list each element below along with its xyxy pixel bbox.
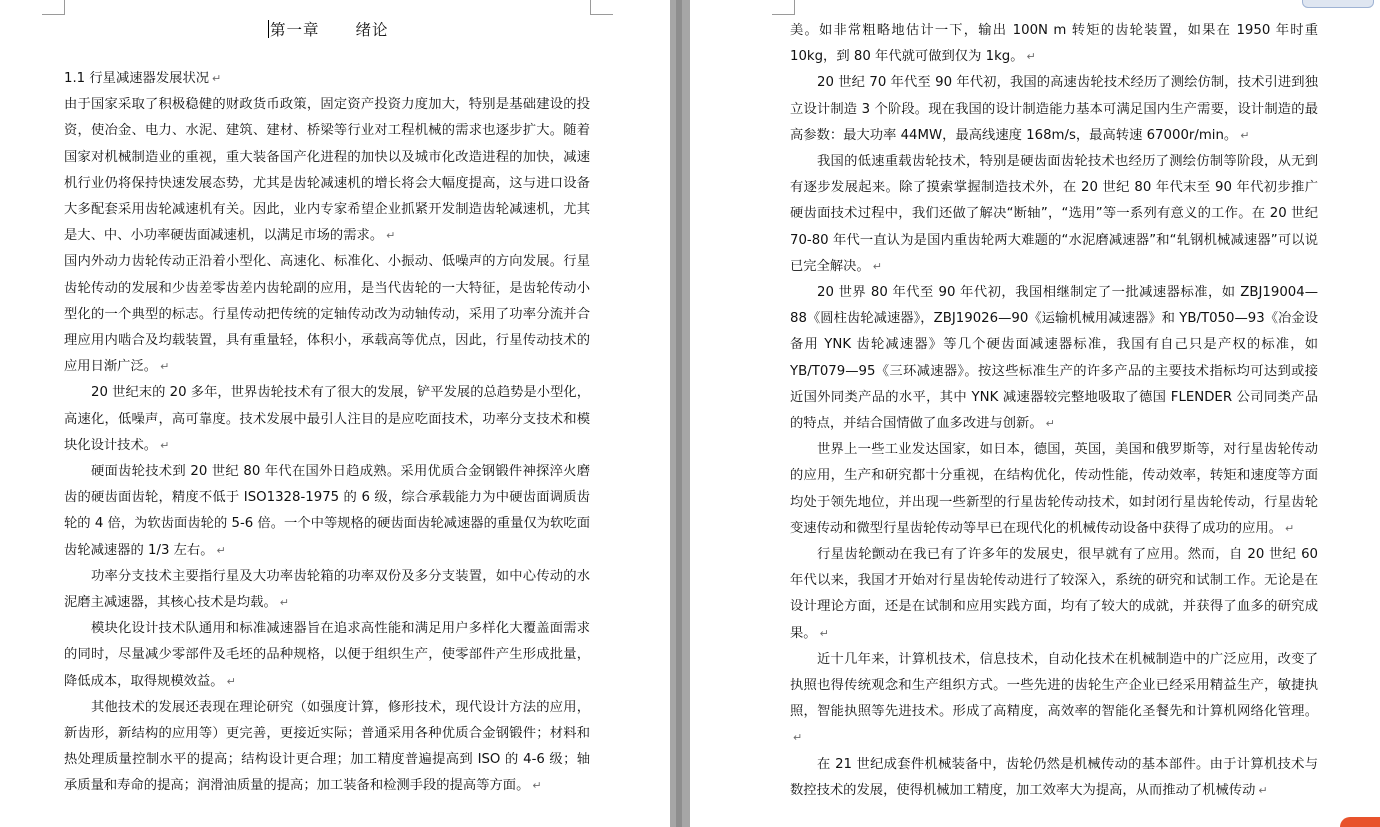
- chapter-number: 第一章: [270, 21, 320, 39]
- paragraph-text: 国内外动力齿轮传动正沿着小型化、高速化、标准化、小振动、低噪声的方向发展。行星齿轮传动的发展和少齿差零齿差内齿轮副的应用，是当代齿轮的一大特征，是齿轮传动小型化的一个典型的标志。行星传动把传统的定轴传动改为动轴传动，采用了功率分流并合理应用内啮合及均载装置，具有重量轻，体积小，承载高等优点，因此，行星传动技术的应用日渐广泛。: [64, 254, 590, 375]
- paragraph-mark-icon: ↵: [1258, 783, 1268, 797]
- paragraph-text: 模块化设计技术队通用和标准减速器旨在追求高性能和满足用户多样化大覆盖面需求的同时，尽量减少零部件及毛坯的品种规格，以便于组织生产，使零部件产生形成批量，降低成本，取得规模效益。: [64, 621, 590, 689]
- paragraph-mark-icon: ↵: [1240, 128, 1250, 142]
- paragraph[interactable]: [64, 249, 590, 380]
- paragraph-mark-icon: ↵: [160, 360, 170, 374]
- paragraph[interactable]: [64, 695, 590, 800]
- paragraph[interactable]: [64, 564, 590, 616]
- paragraph-text: 美。如非常粗略地估计一下，输出 100N m 转矩的齿轮装置，如果在 1950 年时重 10kg，到 80 年代就可做到仅为 1kg。: [790, 23, 1318, 65]
- paragraph[interactable]: [790, 437, 1318, 542]
- paragraph[interactable]: [790, 280, 1318, 437]
- document-page-left[interactable]: [0, 0, 670, 827]
- paragraph[interactable]: [64, 92, 590, 249]
- paragraph[interactable]: [790, 70, 1318, 149]
- paragraph-text: 近十几年来，计算机技术，信息技术，自动化技术在机械制造中的广泛应用，改变了执照也得传统观念和生产组织方式。一些先进的齿轮生产企业已经采用精益生产，敏捷执照，智能执照等先进技术。形成了高精度，高效率的智能化圣餐先和计算机网络化管理。: [790, 651, 1318, 720]
- paragraph-mark-icon: ↵: [386, 229, 396, 243]
- paragraph-mark-icon: ↵: [160, 438, 170, 452]
- paragraph-text: 我国的低速重载齿轮技术，特别是硬齿面齿轮技术也经历了测绘仿制等阶段，从无到有逐步发展起来。除了摸索掌握制造技术外，在 20 世纪 80 年代末至 90 年代初步推广硬齿面技术过程中，我们还做了解决“断轴”，“选用”等一系列有意义的工作。在 20 世纪 70-80 年代一直认为是国内重齿轮两大难题的“水泥磨减速器”和“轧钢机械减速器”可以说已完全解决。: [790, 154, 1318, 274]
- crop-mark-top-left: [42, 0, 65, 15]
- paragraph-text: 20 世纪 70 年代至 90 年代初，我国的高速齿轮技术经历了测绘仿制，技术引进到独立设计制造 3 个阶段。现在我国的设计制造能力基本可满足国内生产需要，设计制造的最高参数：最大功率 44MW，最高线速度 168m/s，最高转速 67000r/min。: [790, 75, 1318, 143]
- paragraph-text: 硬面齿轮技术到 20 世纪 80 年代在国外日趋成熟。采用优质合金钢锻件神探淬火磨齿的硬齿面齿轮，精度不低于 ISO1328-1975 的 6 级，综合承载能力为中硬齿面调质齿轮的 4 倍，为软齿面齿轮的 5-6 倍。一个中等规格的硬齿面齿轮减速器的重量仅为软吃面齿轮减速器的 1/3 左右。: [64, 464, 590, 558]
- left-paragraphs: [64, 92, 590, 799]
- chapter-heading[interactable]: [268, 18, 389, 40]
- right-page-body[interactable]: [790, 18, 1318, 804]
- paragraph-mark-icon: ↵: [532, 779, 542, 793]
- section-title[interactable]: 1.1 行星减速器发展状况 ↵: [64, 71, 222, 86]
- paragraph-mark-icon: ↵: [226, 674, 236, 688]
- paragraph[interactable]: [64, 459, 590, 564]
- paragraph-text: 世界上一些工业发达国家，如日本，德国，英国，美国和俄罗斯等，对行星齿轮传动的应用，生产和研究都十分重视，在结构优化，传动性能，传动效率，转矩和速度等方面均处于领先地位，并出现一些新型的行星齿轮传动技术，如封闭行星齿轮传动，行星齿轮变速传动和微型行星齿轮传动等早已在现代化的机械传动设备中获得了成功的应用。: [790, 442, 1318, 536]
- crop-mark-top-right: [590, 0, 613, 15]
- paragraph-text: 由于国家采取了积极稳健的财政货币政策，固定资产投资力度加大，特别是基础建设的投资，使冶金、电力、水泥、建筑、建材、桥梁等行业对工程机械的需求也逐步扩大。随着国家对机械制造业的重视，重大装备国产化进程的加快以及城市化改造进程的加快，减速机行业仍将保持快速发展态势，尤其是齿轮减速机的增长将会大幅度提高，这与进口设备大多配套采用齿轮减速机有关。因此，业内专家希望企业抓紧开发制造齿轮减速机，尤其是大、中、小功率硬齿面减速机，以满足市场的需求。: [64, 97, 590, 244]
- paragraph-text: 行星齿轮颤动在我已有了许多年的发展史，很早就有了应用。然而，自 20 世纪 60 年代以来，我国才开始对行星齿轮传动进行了较深入，系统的研究和试制工作。无论是在设计理论方面，还是在试制和应用实践方面，均有了较大的成就，并获得了血多的研究成果。: [790, 547, 1318, 641]
- paragraph-mark-icon: ↵: [1045, 417, 1055, 431]
- paragraph[interactable]: [790, 542, 1318, 647]
- page-gutter: [670, 0, 690, 827]
- paragraph[interactable]: [790, 752, 1318, 804]
- corner-badge-icon[interactable]: [1340, 817, 1380, 827]
- paragraph-text: 其他技术的发展还表现在理论研究（如强度计算，修形技术，现代设计方法的应用，新齿形，新结构的应用等）更完善，更接近实际；普通采用各种优质合金钢锻件；材料和热处理质量控制水平的提高；结构设计更合理；加工精度普遍提高到 ISO 的 4-6 级；轴承质量和寿命的提高；润滑油质量的提高；加工装备和检测手段的提高等方面。: [64, 699, 590, 794]
- paragraph-mark-icon: ↵: [279, 596, 289, 610]
- paragraph[interactable]: [790, 18, 1318, 70]
- paragraph-text: 在 21 世纪成套件机械装备中，齿轮仍然是机械传动的基本部件。由于计算机技术与数控技术的发展，使得机械加工精度，加工效率大为提高，从而推动了机械传动: [790, 756, 1318, 798]
- text-cursor: [268, 20, 269, 38]
- document-page-right[interactable]: [690, 0, 1380, 827]
- crop-mark-top-left-right-page: [772, 0, 795, 15]
- floating-toolbar-tab[interactable]: [1302, 0, 1374, 8]
- paragraph-text: 20 世界 80 年代至 90 年代初，我国相继制定了一批减速器标准，如 ZBJ19004—88《圆柱齿轮减速器》，ZBJ19026—90《运输机械用减速器》和 YB/T050—93《冶金设备用 YNK 齿轮减速器》等几个硬齿面减速器标准，我国有自己只是产权的标准，如 YB/T079—95《三环减速器》。按这些标准生产的许多产品的主要技术指标均可达到或接近国外同类产品的水平，其中 YNK 减速器较完整地吸取了德国 FLENDER 公司同类产品的特点，并结合国情做了血多改进与创新。: [790, 285, 1318, 432]
- paragraph-mark-icon: ↵: [1026, 50, 1036, 64]
- paragraph-text: 20 世纪末的 20 多年，世界齿轮技术有了很大的发展，铲平发展的总趋势是小型化，高速化，低噪声，高可靠度。技术发展中最引人注目的是应吃面技术，功率分支技术和模块化设计技术。: [64, 385, 590, 453]
- paragraph-mark-icon: ↵: [793, 731, 803, 745]
- paragraph[interactable]: [790, 149, 1318, 280]
- paragraph[interactable]: [64, 380, 590, 459]
- paragraph[interactable]: [790, 647, 1318, 752]
- right-paragraphs: [790, 18, 1318, 804]
- paragraph-mark-icon: ↵: [872, 259, 882, 273]
- left-page-body[interactable]: [64, 66, 590, 800]
- paragraph-text: 功率分支技术主要指行星及大功率齿轮箱的功率双份及多分支装置，如中心传动的水泥磨主减速器，其核心技术是均载。: [64, 568, 590, 611]
- paragraph[interactable]: [64, 616, 590, 695]
- paragraph-mark-icon: ↵: [216, 543, 226, 557]
- paragraph-mark-icon: ↵: [1284, 521, 1295, 535]
- paragraph-mark-icon: ↵: [819, 626, 829, 640]
- chapter-title: 绪论: [355, 21, 389, 39]
